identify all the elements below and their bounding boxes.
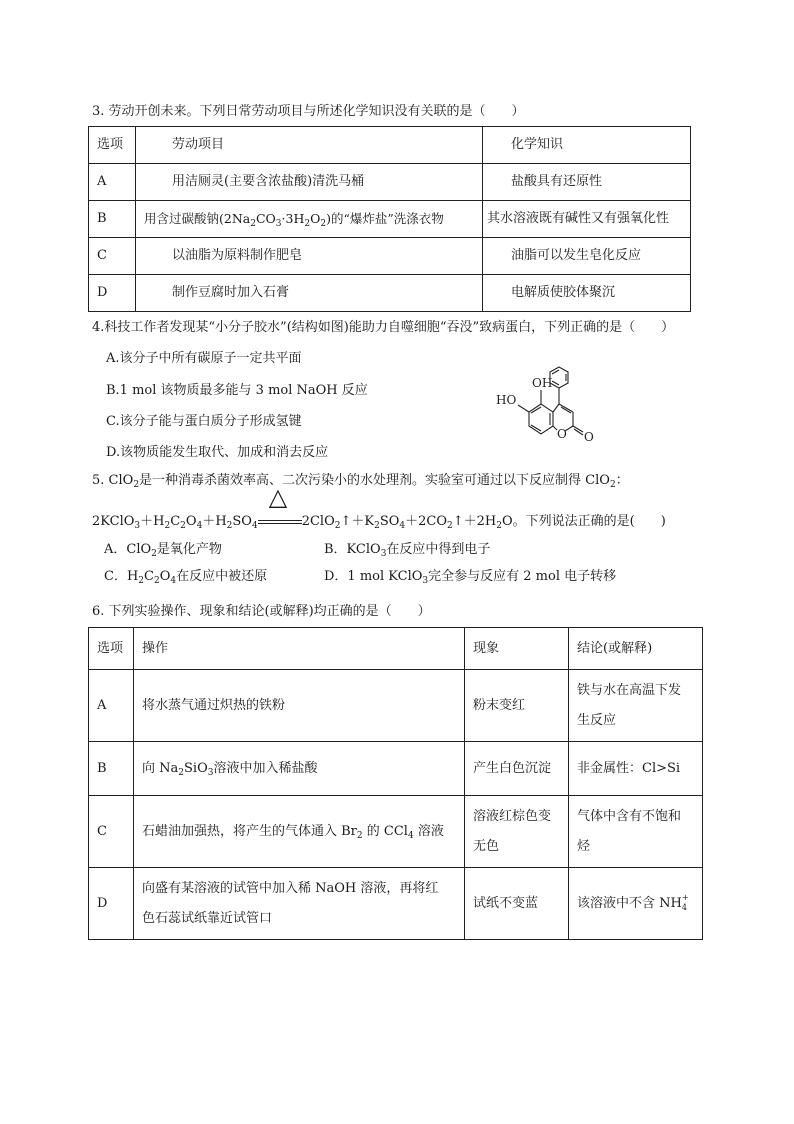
q5-option-a: A．ClO$_2$是氧化产物: [104, 542, 222, 559]
row-conclusion: 气体中含有不饱和 烃: [569, 796, 703, 868]
row-labor-item: 制作豆腐时加入石膏: [136, 275, 483, 312]
row-option: A: [89, 164, 136, 201]
header-operation: 操作: [134, 628, 465, 670]
q4-option-d: D.该物质能发生取代、加成和消去反应: [106, 445, 329, 460]
row-conclusion: 铁与水在高温下发 生反应: [569, 670, 703, 742]
heat-delta-icon: △: [268, 483, 288, 511]
heat-condition-arrow: [258, 483, 302, 524]
molecule-structure: [480, 346, 630, 454]
row-phenomenon: 粉末变红: [465, 670, 569, 742]
ring-oxygen-label: O: [557, 427, 567, 441]
header-phenomenon: 现象: [465, 628, 569, 670]
header-option: 选项: [89, 628, 134, 670]
q5-option-d: D．1 mol KClO$_3$完全参与反应有 2 mol 电子转移: [324, 569, 617, 586]
table-row: [89, 164, 691, 201]
table-row: [89, 275, 691, 312]
q5-option-c: C．$H_2C_2O_4$在反应中被还原: [104, 569, 268, 586]
header-option: 选项: [89, 127, 136, 164]
q5-option-b: B．KClO$_3$在反应中得到电子: [324, 542, 491, 559]
row-knowledge: 油脂可以发生皂化反应: [483, 238, 691, 275]
row-operation: 石蜡油加强热，将产生的气体通入 $Br_2$ 的 CCl$_4$ 溶液: [134, 796, 465, 868]
row-knowledge: 盐酸具有还原性: [483, 164, 691, 201]
q3-stem: 3. 劳动开创未来。下列日常劳动项目与所述化学知识没有关联的是（ ）: [92, 104, 525, 119]
row-option: C: [89, 796, 134, 868]
q4-option-a: A.该分子中所有碳原子一定共平面: [106, 351, 302, 366]
q6-stem: 6. 下列实验操作、现象和结论(或解释)均正确的是（ ）: [92, 604, 431, 619]
row-knowledge: 电解质使胶体聚沉: [483, 275, 691, 312]
q4-option-b: B.1 mol 该物质最多能与 3 mol NaOH 反应: [106, 383, 368, 398]
row-labor-item: 以油脂为原料制作肥皂: [136, 238, 483, 275]
table-row: [89, 742, 703, 796]
q5-stem: 5. ClO$_2$是一种消毒杀菌效率高、二次污染小的水处理剂。实验室可通过以下反应制得 ClO$_2$：: [92, 473, 629, 490]
row-phenomenon: 溶液红棕色变 无色: [465, 796, 569, 868]
q4-option-c: C.该分子能与蛋白质分子形成氢键: [106, 414, 302, 429]
row-operation: 将水蒸气通过炽热的铁粉: [134, 670, 465, 742]
carbonyl-oxygen-label: O: [584, 430, 594, 444]
row-operation: 向盛有某溶液的试管中加入稀 NaOH 溶液，再将红 色石蕊试纸靠近试管口: [134, 868, 465, 940]
row-option: B: [89, 201, 136, 238]
table-row: [89, 670, 703, 742]
row-option: A: [89, 670, 134, 742]
table-row: [89, 238, 691, 275]
header-labor: 劳动项目: [136, 127, 483, 164]
row-option: D: [89, 868, 134, 940]
q3-header-row: [89, 127, 691, 164]
table-row: [89, 796, 703, 868]
row-labor-item: 用含过碳酸钠$(2Na_2CO_3\cdot 3H_2O_2)$的“爆炸盐”洗涤衣物: [136, 201, 483, 238]
row-knowledge: 其水溶液既有碱性又有强氧化性: [483, 201, 691, 238]
row-conclusion: 非金属性：Cl>Si: [569, 742, 703, 796]
q6-table: [88, 627, 703, 940]
header-knowledge: 化学知识: [483, 127, 691, 164]
row-option: B: [89, 742, 134, 796]
row-phenomenon: 试纸不变蓝: [465, 868, 569, 940]
q4-stem: 4.科技工作者发现某“小分子胶水”(结构如图)能助力自噬细胞“吞没”致病蛋白，下列正确的是（ ）: [92, 320, 675, 335]
row-conclusion: 该溶液中不含 NH + 4: [569, 868, 703, 940]
ho-label: HO: [496, 393, 517, 407]
header-conclusion: 结论(或解释): [569, 628, 703, 670]
table-row: [89, 868, 703, 940]
row-phenomenon: 产生白色沉淀: [465, 742, 569, 796]
row-operation: 向 $Na_2SiO_3$溶液中加入稀盐酸: [134, 742, 465, 796]
q6-header-row: [89, 628, 703, 670]
row-option: D: [89, 275, 136, 312]
row-labor-item: 用洁厕灵(主要含浓盐酸)清洗马桶: [136, 164, 483, 201]
table-row: [89, 201, 691, 238]
q3-table: [88, 126, 691, 312]
q5-equation: $2KClO_3+H_2C_2O_4+H_2SO_4$ △ $2ClO_2↑+K_2SO_4+2CO_2↑+2H_2O$。下列说法正确的是( ): [92, 483, 666, 531]
row-option: C: [89, 238, 136, 275]
oh-label: OH: [532, 376, 553, 390]
